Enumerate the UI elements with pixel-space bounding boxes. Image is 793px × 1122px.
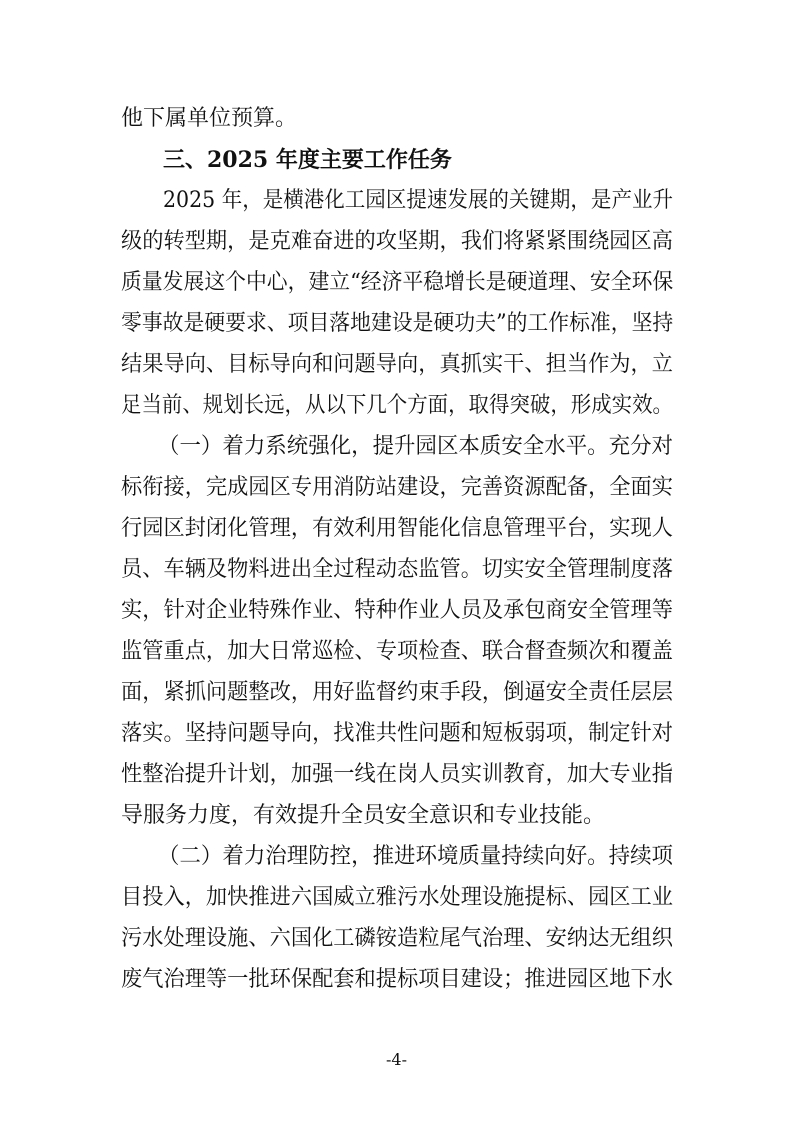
body-text-line: 行园区封闭化管理，有效利用智能化信息管理平台，实现人 [121, 516, 674, 541]
body-text-line: 员、车辆及物料进出全过程动态监管。切实安全管理制度落 [121, 557, 674, 582]
body-text-line: 结果导向、目标导向和问题导向，真抓实干、担当作为，立 [121, 352, 674, 377]
body-text-line: 标衔接，完成园区专用消防站建设，完善资源配备，全面实 [121, 475, 674, 500]
body-text-line: 目投入，加快推进六国威立雅污水处理设施提标、园区工业 [121, 885, 674, 910]
body-text-line: 零事故是硬要求、项目落地建设是硬功夫”的工作标准，坚持 [121, 311, 674, 336]
body-text-line: 级的转型期，是克难奋进的攻坚期，我们将紧紧围绕园区高 [121, 229, 674, 254]
body-text-line: 导服务力度，有效提升全员安全意识和专业技能。 [121, 803, 606, 828]
body-text-line: 实，针对企业特殊作业、特种作业人员及承包商安全管理等 [121, 598, 674, 623]
subsection-heading: （一）着力系统强化，提升园区本质安全水平。充分对 [158, 434, 674, 459]
body-text-line: 性整治提升计划，加强一线在岗人员实训教育，加大专业指 [121, 762, 674, 787]
body-text-line: 污水处理设施、六国化工磷铵造粒尾气治理、安纳达无组织 [121, 926, 674, 951]
section-heading: 三、2025 年度主要工作任务 [163, 147, 452, 173]
body-text-line: 足当前、规划长远，从以下几个方面，取得突破，形成实效。 [121, 393, 674, 418]
body-text-line: 质量发展这个中心，建立“经济平稳增长是硬道理、安全环保 [121, 270, 674, 295]
body-text-line: 监管重点，加大日常巡检、专项检查、联合督查频次和覆盖 [121, 639, 674, 664]
page-number: -4- [386, 1050, 407, 1069]
body-text-line: 2025 年，是横港化工园区提速发展的关键期，是产业升 [163, 188, 673, 213]
body-text-line: 废气治理等一批环保配套和提标项目建设；推进园区地下水 [121, 967, 674, 992]
subsection-heading: （二）着力治理防控，推进环境质量持续向好。持续项 [158, 844, 674, 869]
body-text-line: 他下属单位预算。 [121, 106, 298, 131]
body-text-line: 落实。坚持问题导向，找准共性问题和短板弱项，制定针对 [121, 721, 674, 746]
body-text-line: 面，紧抓问题整改，用好监督约束手段，倒逼安全责任层层 [121, 680, 674, 705]
